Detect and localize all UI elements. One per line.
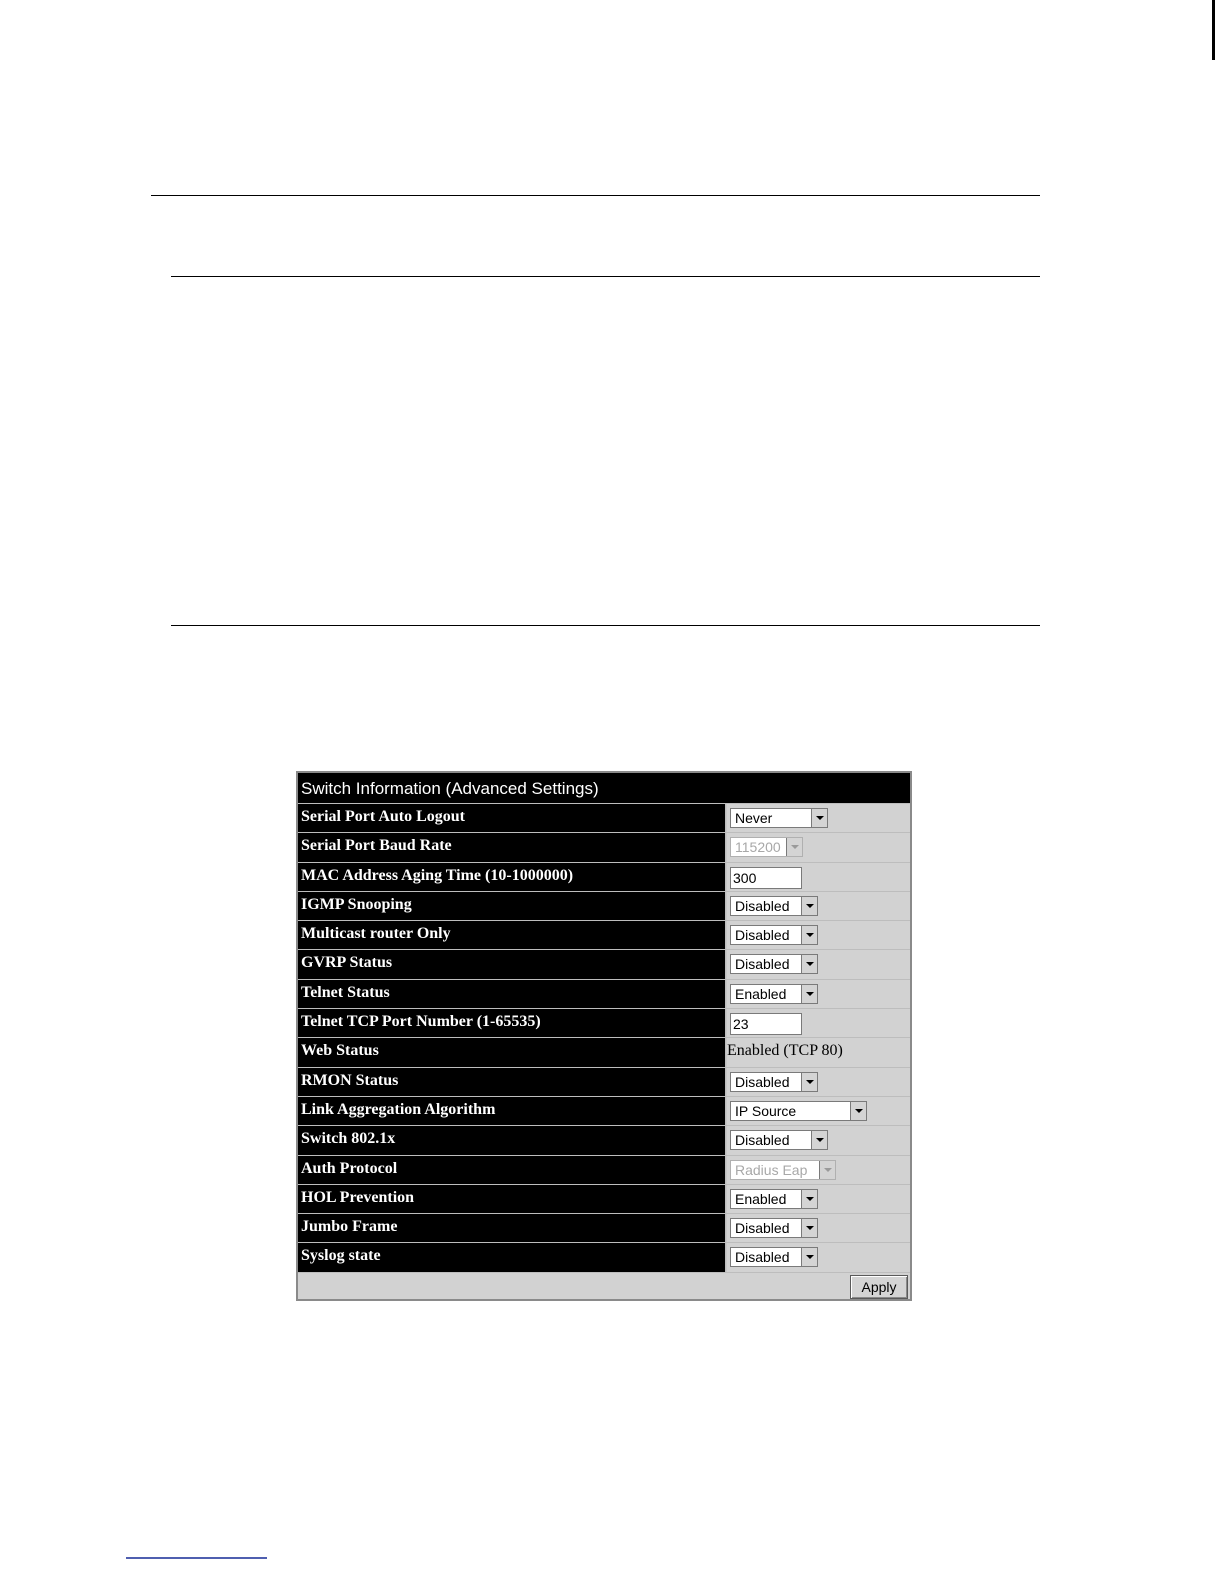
chevron-down-icon[interactable] bbox=[801, 1190, 817, 1208]
select-value: 115200 bbox=[735, 839, 781, 856]
select-value: Disabled bbox=[735, 1073, 790, 1090]
table-row bbox=[298, 804, 910, 833]
table-row bbox=[298, 892, 910, 921]
setting-label: Serial Port Auto Logout bbox=[298, 804, 726, 832]
setting-value-cell bbox=[727, 1243, 910, 1271]
setting-select[interactable] bbox=[730, 1072, 818, 1092]
setting-select bbox=[730, 837, 803, 857]
setting-select[interactable] bbox=[730, 1101, 867, 1121]
select-value: IP Source bbox=[735, 1102, 797, 1119]
chevron-down-icon bbox=[786, 838, 802, 856]
setting-label: RMON Status bbox=[298, 1068, 726, 1096]
select-value: Enabled bbox=[735, 985, 787, 1002]
select-value: Disabled bbox=[735, 927, 790, 944]
section-rule-lower bbox=[171, 625, 1040, 626]
setting-select[interactable] bbox=[730, 954, 818, 974]
setting-value-cell bbox=[727, 863, 910, 891]
setting-label: Web Status bbox=[298, 1038, 726, 1066]
setting-select[interactable] bbox=[730, 1189, 818, 1209]
table-row bbox=[298, 1243, 910, 1272]
panel-footer bbox=[298, 1273, 910, 1299]
table-row bbox=[298, 1185, 910, 1214]
setting-value-cell bbox=[727, 892, 910, 920]
setting-select[interactable] bbox=[730, 1130, 828, 1150]
select-value: Disabled bbox=[735, 1249, 790, 1266]
setting-select[interactable] bbox=[730, 1218, 818, 1238]
table-row bbox=[298, 863, 910, 892]
select-value: Disabled bbox=[735, 1220, 790, 1237]
setting-label: MAC Address Aging Time (10-1000000) bbox=[298, 863, 726, 891]
table-row bbox=[298, 1214, 910, 1243]
table-row bbox=[298, 1068, 910, 1097]
setting-label: IGMP Snooping bbox=[298, 892, 726, 920]
setting-label: Link Aggregation Algorithm bbox=[298, 1097, 726, 1125]
setting-value-cell bbox=[727, 1038, 910, 1066]
select-value: Radius Eap bbox=[735, 1161, 808, 1178]
setting-value-cell bbox=[727, 950, 910, 978]
table-row bbox=[298, 921, 910, 950]
table-row bbox=[298, 950, 910, 979]
select-value: Disabled bbox=[735, 1132, 790, 1149]
chevron-down-icon[interactable] bbox=[801, 1073, 817, 1091]
setting-value-cell bbox=[727, 804, 910, 832]
table-row bbox=[298, 833, 910, 862]
setting-label: Jumbo Frame bbox=[298, 1214, 726, 1242]
chevron-down-icon[interactable] bbox=[801, 955, 817, 973]
setting-input[interactable]: 23 bbox=[730, 1013, 802, 1035]
table-row bbox=[298, 1009, 910, 1038]
chevron-down-icon[interactable] bbox=[801, 1248, 817, 1266]
setting-label: Auth Protocol bbox=[298, 1156, 726, 1184]
setting-input[interactable]: 300 bbox=[730, 867, 802, 889]
setting-select[interactable] bbox=[730, 1247, 818, 1267]
table-row bbox=[298, 1038, 910, 1067]
setting-value-cell bbox=[727, 1214, 910, 1242]
select-value: Disabled bbox=[735, 956, 790, 973]
setting-value-cell bbox=[727, 1126, 910, 1154]
panel-title: Switch Information (Advanced Settings) bbox=[298, 773, 910, 804]
page-edge-line bbox=[1212, 0, 1215, 60]
setting-select[interactable] bbox=[730, 925, 818, 945]
setting-value-cell bbox=[727, 833, 910, 861]
setting-select[interactable] bbox=[730, 808, 828, 828]
table-row bbox=[298, 1156, 910, 1185]
settings-table bbox=[298, 804, 910, 1273]
chevron-down-icon[interactable] bbox=[811, 809, 827, 827]
setting-label: Switch 802.1x bbox=[298, 1126, 726, 1154]
chevron-down-icon[interactable] bbox=[811, 1131, 827, 1149]
setting-value-cell bbox=[727, 1097, 910, 1125]
chevron-down-icon bbox=[819, 1161, 835, 1179]
section-rule bbox=[171, 276, 1040, 277]
footnote-rule bbox=[126, 1557, 267, 1559]
select-value: Enabled bbox=[735, 1190, 787, 1207]
chevron-down-icon[interactable] bbox=[801, 926, 817, 944]
setting-value-cell bbox=[727, 1068, 910, 1096]
chevron-down-icon[interactable] bbox=[850, 1102, 866, 1120]
setting-label: HOL Prevention bbox=[298, 1185, 726, 1213]
setting-label: GVRP Status bbox=[298, 950, 726, 978]
setting-value-cell bbox=[727, 1185, 910, 1213]
setting-label: Telnet Status bbox=[298, 980, 726, 1008]
chevron-down-icon[interactable] bbox=[801, 985, 817, 1003]
chevron-down-icon[interactable] bbox=[801, 897, 817, 915]
setting-label: Multicast router Only bbox=[298, 921, 726, 949]
top-rule bbox=[151, 195, 1040, 196]
setting-label: Syslog state bbox=[298, 1243, 726, 1271]
select-value: Disabled bbox=[735, 897, 790, 914]
setting-value-cell bbox=[727, 921, 910, 949]
select-value: Never bbox=[735, 810, 773, 826]
setting-select[interactable] bbox=[730, 896, 818, 916]
setting-select[interactable] bbox=[730, 984, 818, 1004]
apply-button[interactable]: Apply bbox=[850, 1275, 908, 1299]
setting-value-cell bbox=[727, 980, 910, 1008]
table-row bbox=[298, 980, 910, 1009]
setting-label: Serial Port Baud Rate bbox=[298, 833, 726, 861]
setting-value-cell bbox=[727, 1156, 910, 1184]
chevron-down-icon[interactable] bbox=[801, 1219, 817, 1237]
table-row bbox=[298, 1097, 910, 1126]
setting-label: Telnet TCP Port Number (1-65535) bbox=[298, 1009, 726, 1037]
setting-select bbox=[730, 1160, 836, 1180]
setting-value-cell bbox=[727, 1009, 910, 1037]
table-row bbox=[298, 1126, 910, 1155]
advanced-settings-panel bbox=[296, 771, 912, 1301]
setting-static-value: Enabled (TCP 80) bbox=[727, 1042, 843, 1060]
